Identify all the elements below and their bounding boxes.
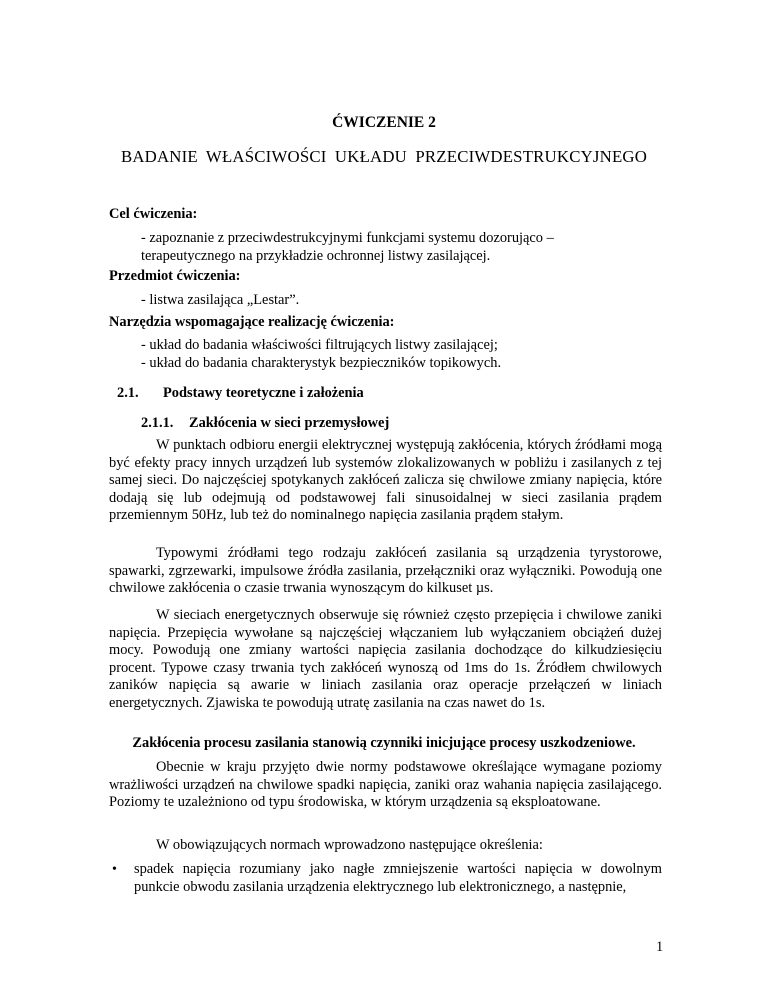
przedmiot-line: - listwa zasilająca „Lestar”. — [141, 292, 300, 308]
przedmiot-label: Przedmiot ćwiczenia: — [109, 268, 241, 284]
paragraph-5: W obowiązujących normach wprowadzono następujące określenia: — [156, 837, 543, 853]
exercise-title: ĆWICZENIE 2 — [332, 114, 436, 131]
narzedzia-line-2: - układ do badania charakterystyk bezpieczników topikowych. — [141, 355, 502, 371]
bullet-item-1: spadek napięcia rozumiany jako nagłe zmniejszenie wartości napięcia w dowolnym punkcie obwodu zasilania urządzenia elektrycznego lub elektronicznego, a następnie, — [134, 861, 662, 895]
bullet-marker: • — [112, 862, 117, 877]
cel-label: Cel ćwiczenia: — [109, 206, 198, 222]
page-number: 1 — [656, 939, 664, 955]
paragraph-2: Typowymi źródłami tego rodzaju zakłóceń zasilania są urządzenia tyrystorowe, spawarki, zgrzewarki, impulsowe źródła zasilania, przełączniki oraz wyłączniki. Powodują one chwilowe zakłócenia o czasie trwania wynoszącym do kilkuset µs. — [109, 545, 662, 597]
paragraph-3: W sieciach energetycznych obserwuje się również często przepięcia i chwilowe zaniki napięcia. Przepięcia wywołane są najczęściej włączaniem lub wyłączaniem obciążeń dużej mocy. Powodują one zmiany wartości napięcia zasilania dochodzące do kilkudziesięciu procent. Typowe czasy trwania tych zakłóceń wynoszą od 1ms do 1s. Źródłem chwilowych zaników napięcia są awarie w liniach zasilania oraz operacje przełączeń w liniach energetycznych. Zjawiska te powodują utratę zasilania na czas nawet do 1s. — [109, 607, 662, 711]
section-title: Podstawy teoretyczne i założenia — [163, 385, 364, 401]
paragraph-4: Obecnie w kraju przyjęto dwie normy podstawowe określające wymagane poziomy wrażliwości urządzeń na chwilowe spadki napięcia, zaniki oraz wahania napięcia zasilającego. Poziomy te uzależniono od typu środowiska, w którym urządzenia są eksploatowane. — [109, 759, 662, 811]
cel-line-1: - zapoznanie z przeciwdestrukcyjnymi funkcjami systemu dozorująco – — [141, 230, 554, 246]
exercise-subtitle: BADANIE WŁAŚCIWOŚCI UKŁADU PRZECIWDESTRUKCYJNEGO — [120, 147, 648, 166]
section-number: 2.1. — [117, 385, 139, 401]
paragraph-1: W punktach odbioru energii elektrycznej występują zakłócenia, których źródłami mogą być efekty pracy innych urządzeń lub systemów zlokalizowanych w pobliżu i zasilanych z tej samej sieci. Do najczęściej spotykanych zakłóceń zalicza się chwilowe zmiany napięcia, które dodają się lub odejmują od podstawowej fali sinusoidalnej w sieci zasilania prądem przemiennym 50Hz, lub też do nominalnego napięcia zasilania prądem stałym. — [109, 437, 662, 524]
narzedzia-line-1: - układ do badania właściwości filtrujących listwy zasilającej; — [141, 337, 498, 353]
cel-line-2: terapeutycznego na przykładzie ochronnej listwy zasilającej. — [141, 248, 491, 264]
highlighted-statement: Zakłócenia procesu zasilania stanowią czynniki inicjujące procesy uszkodzeniowe. — [132, 735, 636, 751]
narzedzia-label: Narzędzia wspomagające realizację ćwiczenia: — [109, 314, 395, 330]
subsection-title: Zakłócenia w sieci przemysłowej — [189, 415, 390, 431]
subsection-number: 2.1.1. — [141, 415, 174, 431]
